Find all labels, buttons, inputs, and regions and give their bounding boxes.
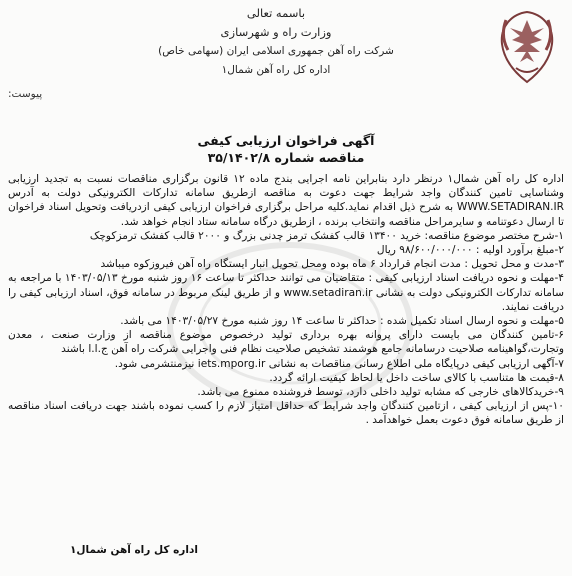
paragraph-item: ۹-خریدکالاهای خارجی که مشابه تولید داخلی دارد، توسط فروشنده ممنوع می باشد. (197, 386, 564, 399)
paragraph-item: ۱-شرح مختصر موضوع مناقصه: خرید ۱۳۴۰۰ قالب کفشک ترمز چدنی بزرگ و ۲۰۰۰ قالب کفشک ترمزکوچک (89, 229, 564, 242)
paragraph-item: ۵-مهلت و نحوه ارسال اسناد تکمیل شده : حداکثر تا ساعت ۱۴ روز شنبه مورخ ۱۴۰۳/۰۵/۲۷ می باشد. (120, 315, 564, 328)
tender-number: مناقصه شماره ۳۵/۱۴۰۲/۸ (207, 150, 365, 165)
header-ministry: وزارت راه و شهرسازی (220, 25, 332, 39)
paragraph-item: ۲-مبلغ برآورد اولیه : ۹۸/۶۰۰/۰۰۰/۰۰۰ ریال (376, 244, 564, 257)
header-department: اداره کل راه آهن شمال۱ (221, 64, 331, 76)
notice-title: آگهی فراخوان ارزیابی کیفی (197, 133, 375, 148)
header-company: شرکت راه آهن جمهوری اسلامی ایران (سهامی خاص) (158, 45, 394, 57)
paragraph-item: ۱۰-پس از ارزیابی کیفی ، ازتامین کنندگان واجد شرایط که حداقل امتیاز لازم را کسب نموده باشند جهت دریافت اسناد مناقصه از طریق سامانه فوق دعوت بعمل خواهدآمد . (8, 400, 564, 427)
paragraph-item: ۸-قیمت ها متناسب با کالای ساخت داخل یا لحاظ کیفیت ارائه گردد. (269, 371, 564, 384)
paragraph-item: ۶-تامین کنندگان می بایست دارای پروانه بهره برداری تولید درخصوص موضوع مناقصه از وزارت صنعت ، معدن وتجارت،گواهینامه صلاحیت درسامانه جامع هوشمند تشخیص صلاحیت نظام فنی واجرایی شرکت راه آهن ج.ا.ا باشند (8, 329, 564, 356)
letterhead (86, 4, 466, 80)
paragraph-item: ۷-آگهی ارزیابی کیفی درپایگاه ملی اطلاع رسانی مناقصات به نشانی iets.mporg.ir نیزمنتشرمی شود. (114, 357, 564, 370)
paragraph-item: ۴-مهلت و نحوه دریافت اسناد ارزیابی کیفی : متقاضیان می توانند حداکثر تا ساعت ۱۶ روز شنبه مورخ ۱۴۰۳/۰۵/۱۳ با مراجعه به سامانه تدارکات الکترونیکی دولت به نشانی www.setadiran.ir و از طریق لینک مربوط در سامانه فوق، اسناد ارزیابی کیفی را دریافت نمایند. (8, 272, 564, 313)
paragraph-intro: اداره کل راه آهن شمال۱ درنظر دارد بنابراین نامه اجرایی بندج ماده ۱۲ قانون برگزاری مناقصات نسبت به تجدید ارزیابی وشناسایی تامین کنندگان واجد شرایط جهت دعوت به مناقصه ازطریق سامانه تدارکات الکترونیکی دولت به آدرس WWW.SETADIRAN.IR به شرح ذیل اقدام نماید.کلیه مراحل برگزاری فراخوان ارزیابی کیفی ازدریافت وتحویل اسناد فراخوان تا ارسال دعوتنامه و سایرمراحل مناقصه وانتخاب برنده ، ازطریق درگاه سامانه ستاد انجام خواهد شد. (8, 173, 564, 228)
attachment-label: پیوست: (8, 88, 43, 100)
paragraph-item: ۳-مدت و محل تحویل : مدت انجام قرارداد ۶ ماه بوده ومحل تحویل انبار ایستگاه راه آهن فیروزکوه میباشد (100, 258, 564, 271)
notice-body (8, 172, 564, 428)
railway-logo-icon (490, 6, 564, 88)
header-bismillah: باسمه تعالی (246, 6, 306, 20)
signature-block: اداره کل راه آهن شمال۱ (70, 544, 198, 556)
